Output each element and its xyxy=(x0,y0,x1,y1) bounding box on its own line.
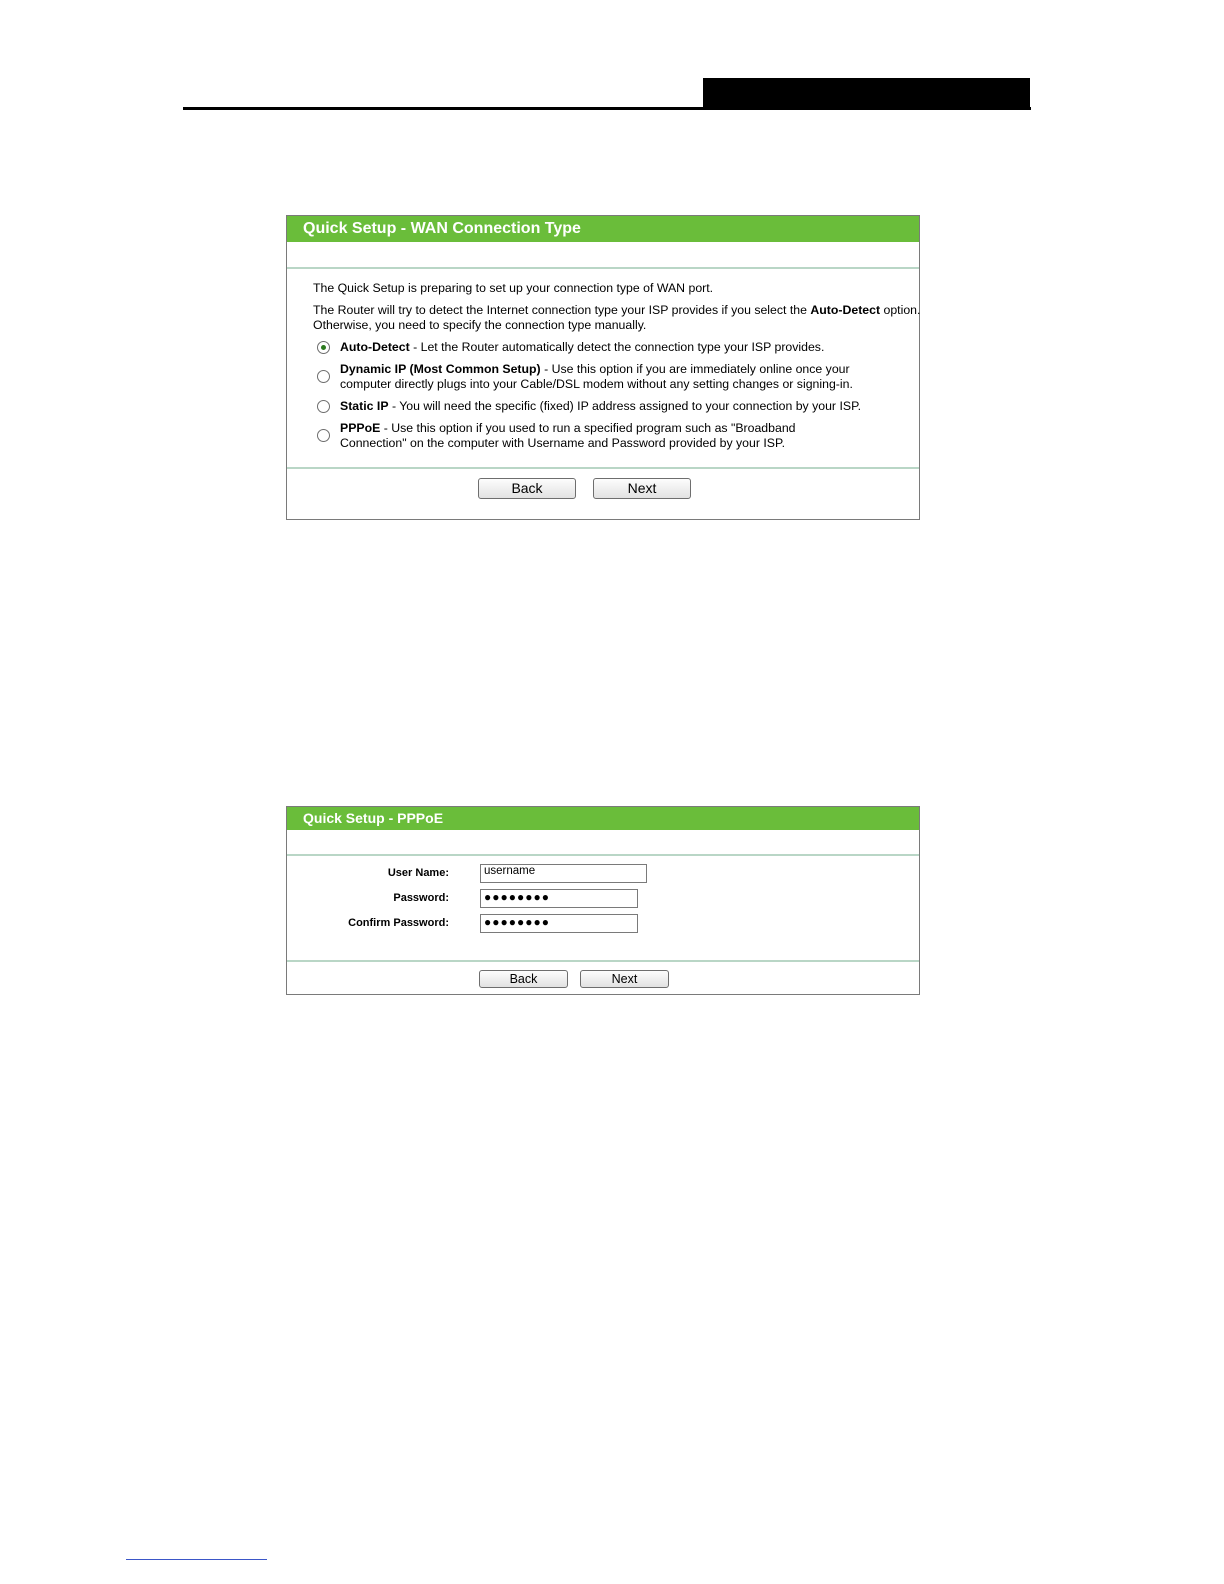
detect-text xyxy=(313,303,919,333)
panel-subheader xyxy=(287,830,919,856)
option-line1: - Use this option if you used to run a specified program such as "Broadband xyxy=(380,421,796,435)
password-label: Password: xyxy=(393,892,449,904)
radio-auto-detect[interactable] xyxy=(317,341,330,354)
option-line1: - Let the Router automatically detect the connection type your ISP provides. xyxy=(409,340,825,354)
option-bold: Dynamic IP (Most Common Setup) xyxy=(340,362,541,376)
confirm-password-input[interactable]: ●●●●●●●● xyxy=(480,914,638,933)
panel-footer xyxy=(287,960,919,996)
option-label xyxy=(340,362,853,392)
detect-text-part3: Otherwise, you need to specify the connection type manually. xyxy=(313,318,647,332)
option-static-ip[interactable] xyxy=(313,399,919,414)
back-button[interactable]: Back xyxy=(478,478,576,499)
radio-selected-dot xyxy=(321,345,326,350)
panel-subheader xyxy=(287,242,919,269)
option-label xyxy=(340,399,861,414)
next-button[interactable]: Next xyxy=(580,970,669,988)
option-pppoe[interactable] xyxy=(313,421,919,451)
radio-dynamic-ip[interactable] xyxy=(317,370,330,383)
back-button[interactable]: Back xyxy=(479,970,568,988)
footer-line xyxy=(126,1559,267,1560)
detect-text-part2: option. xyxy=(880,303,921,317)
radio-pppoe[interactable] xyxy=(317,429,330,442)
password-input[interactable]: ●●●●●●●● xyxy=(480,889,638,908)
option-line2: computer directly plugs into your Cable/DSL modem without any setting changes or signing-in. xyxy=(340,377,853,391)
panel-title: Quick Setup - WAN Connection Type xyxy=(287,216,919,242)
option-line1: - Use this option if you are immediately online once your xyxy=(540,362,850,376)
username-label: User Name: xyxy=(387,867,449,879)
detect-text-bold: Auto-Detect xyxy=(810,303,881,317)
next-button[interactable]: Next xyxy=(593,478,691,499)
pppoe-panel xyxy=(286,806,920,995)
option-auto-detect[interactable] xyxy=(313,340,919,355)
header-block xyxy=(703,78,1030,109)
detect-text-part1: The Router will try to detect the Internet connection type your ISP provides if you select the xyxy=(313,303,811,317)
panel-title: Quick Setup - PPPoE xyxy=(287,807,919,830)
panel-body xyxy=(287,856,919,960)
confirm-password-label: Confirm Password: xyxy=(348,917,449,929)
option-dynamic-ip[interactable] xyxy=(313,362,919,392)
option-line2: Connection" on the computer with Username and Password provided by your ISP. xyxy=(340,436,786,450)
option-bold: PPPoE xyxy=(340,421,381,435)
header-rule xyxy=(183,107,1031,110)
panel-footer xyxy=(287,467,919,507)
radio-static-ip[interactable] xyxy=(317,400,330,413)
intro-text: The Quick Setup is preparing to set up your connection type of WAN port. xyxy=(313,281,714,295)
option-line1: - You will need the specific (fixed) IP address assigned to your connection by your ISP. xyxy=(388,399,862,413)
panel-body xyxy=(287,269,919,467)
username-input[interactable]: username xyxy=(480,864,647,883)
option-bold: Auto-Detect xyxy=(340,340,410,354)
wan-connection-panel xyxy=(286,215,920,520)
option-bold: Static IP xyxy=(340,399,389,413)
option-label xyxy=(340,421,796,451)
option-label xyxy=(340,340,824,355)
